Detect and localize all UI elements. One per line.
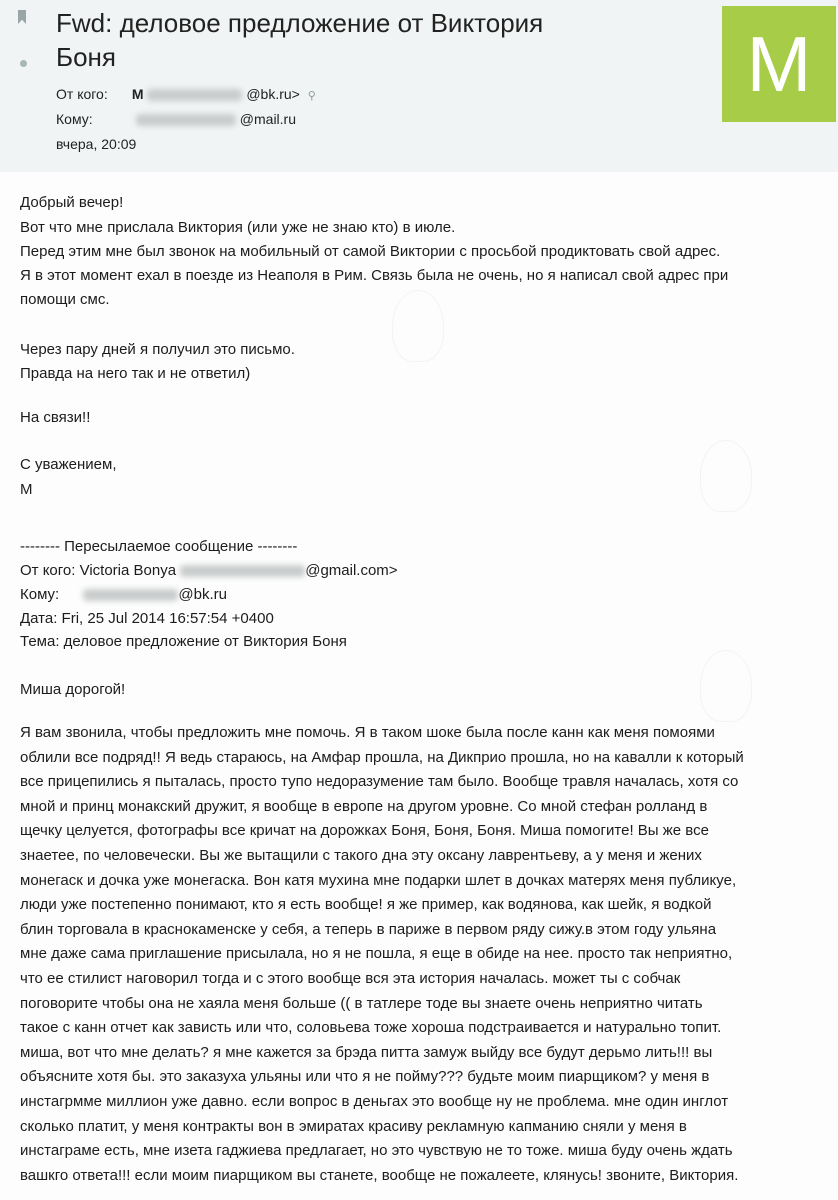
- intro-line: Через пару дней я получил это письмо.: [20, 341, 295, 358]
- forward-from: [20, 562, 398, 580]
- body-line: вашкго ответа!!! если моим пиарщиком вы станете, вообще не пожалеете, клянусь! звоните, Виктория.: [20, 1166, 739, 1184]
- sender-avatar: М: [722, 6, 836, 122]
- redacted-email: [180, 565, 305, 577]
- intro-line: Вот что мне прислала Виктория (или уже не знаю кто) в июле.: [20, 219, 456, 236]
- message-header: [0, 0, 838, 172]
- intro-line: Правда на него так и не ответил): [20, 365, 251, 382]
- intro-line: Добрый вечер!: [20, 194, 124, 211]
- intro-line: М: [20, 481, 33, 498]
- body-line: блин торговала в краснокаменске у себя, а теперь в париже в первом ряду сижу.в этом году ульяна: [20, 920, 717, 938]
- from-name[interactable]: М: [131, 86, 144, 102]
- from-domain[interactable]: @bk.ru>: [246, 86, 300, 102]
- to-row: [56, 111, 296, 127]
- forward-to: [20, 586, 227, 604]
- watermark-icon: [700, 440, 752, 512]
- forward-from-name: От кого: Victoria Bonya: [20, 562, 177, 579]
- forward-from-domain: @gmail.com>: [305, 562, 398, 579]
- subject-line-2: Боня: [56, 42, 116, 72]
- watermark-icon: [392, 290, 444, 362]
- body-line: щечку целуется, фотографы все кричат на дорожках Боня, Боня, Боня. Миша помогите! Вы же все: [20, 822, 709, 840]
- intro-line: помощи смс.: [20, 291, 110, 308]
- forward-separator: -------- Пересылаемое сообщение --------: [20, 538, 298, 555]
- body-line: объясните хотя бы. это заказуха ульяны или что я не пойму??? будьте моим пиарщиком? у меня в: [20, 1068, 710, 1086]
- redacted-email: [136, 114, 236, 126]
- body-line: облили все подряд!! Я ведь стараюсь, на Амфар прошла, на Дикприо прошла, но на кавалли к который: [20, 748, 744, 766]
- body-line: такое с канн отчет как зависть или что, соловьева тоже хороша подстраивается и натурально топит.: [20, 1019, 722, 1037]
- message-subject: [56, 6, 656, 74]
- body-line: сколько платит, у меня контракты вон в эмиратах красиву рекламную капманию сняли у меня в: [20, 1117, 687, 1135]
- body-line: поговорите чтобы она не хаяла меня больше (( в татлере тоде вы знаете очень неприятно читать: [20, 994, 703, 1012]
- forward-to-domain: @bk.ru: [178, 586, 227, 603]
- body-line: мной и принц монакский дружит, я вообще в европе на другом уровне. Со мной стефан ролланд в: [20, 797, 708, 815]
- to-label: Кому:: [56, 111, 93, 127]
- forward-date: Дата: Fri, 25 Jul 2014 16:57:54 +0400: [20, 610, 274, 627]
- body-line: миша, вот что мне делать? я мне кажется за брэда питта замуж выйду все будут дерьмо лить!!! вы: [20, 1043, 713, 1061]
- redacted-email: [83, 589, 178, 601]
- search-icon[interactable]: ⚲: [307, 90, 316, 102]
- forward-subject: Тема: деловое предложение от Виктория Боня: [20, 633, 347, 650]
- watermark-icon: [700, 650, 752, 722]
- message-date: вчера, 20:09: [56, 136, 137, 152]
- body-line: мне даже сама приглашение присылала, но я не пошла, я еще в обиде на нее. просто так неприятно,: [20, 945, 733, 963]
- from-row: [56, 86, 316, 102]
- body-line: люди уже постепенно понимают, кто я есть вообще! я же пример, как водянова, как шейк, я водкой: [20, 896, 712, 914]
- body-line: Я вам звонила, чтобы предложить мне помочь. Я в таком шоке была после канн как меня помоями: [20, 724, 715, 741]
- from-label: От кого:: [56, 86, 108, 102]
- body-line: инстаграме есть, мне изета гаджиева предлагает, но это чувствую не то тоже. миша буду очень ждать: [20, 1142, 733, 1160]
- intro-line: С уважением,: [20, 456, 117, 473]
- intro-line: На связи!!: [20, 409, 91, 426]
- intro-line: Я в этот момент ехал в поезде из Неаполя в Рим. Связь была не очень, но я написал свой адрес при: [20, 267, 729, 284]
- body-line: инстагрмме миллион уже давно. если вопрос в деньгах это вообще ну не проблема. мне один инглот: [20, 1093, 729, 1110]
- subject-line-1: Fwd: деловое предложение от Виктория: [56, 8, 544, 38]
- body-line: монегаск и дочка уже монегаска. Вон катя мухина мне подарки шлет в дочках матерях меня публикуе,: [20, 871, 737, 889]
- unread-dot-icon[interactable]: [20, 60, 27, 67]
- body-line: знаетее, по человечески. Вы же вытащили с такого дна эту оксану лаврентьеву, а у меня и жених: [20, 847, 702, 864]
- bookmark-flag-icon[interactable]: [18, 10, 26, 24]
- redacted-email: [147, 89, 242, 101]
- body-line: все прицепились я пыталась, просто тупо недоразумение там было. Вообще травля началась, хотя со: [20, 773, 739, 791]
- to-domain[interactable]: @mail.ru: [239, 111, 296, 127]
- forward-to-label: Кому:: [20, 586, 60, 603]
- forward-greeting: Миша дорогой!: [20, 681, 126, 698]
- body-line: что ее стилист наговорил тогда и с этого вообще вся эта история началась. может ты с собчак: [20, 970, 681, 987]
- intro-line: Перед этим мне был звонок на мобильный от самой Виктории с просьбой продиктовать свой адрес.: [20, 243, 721, 260]
